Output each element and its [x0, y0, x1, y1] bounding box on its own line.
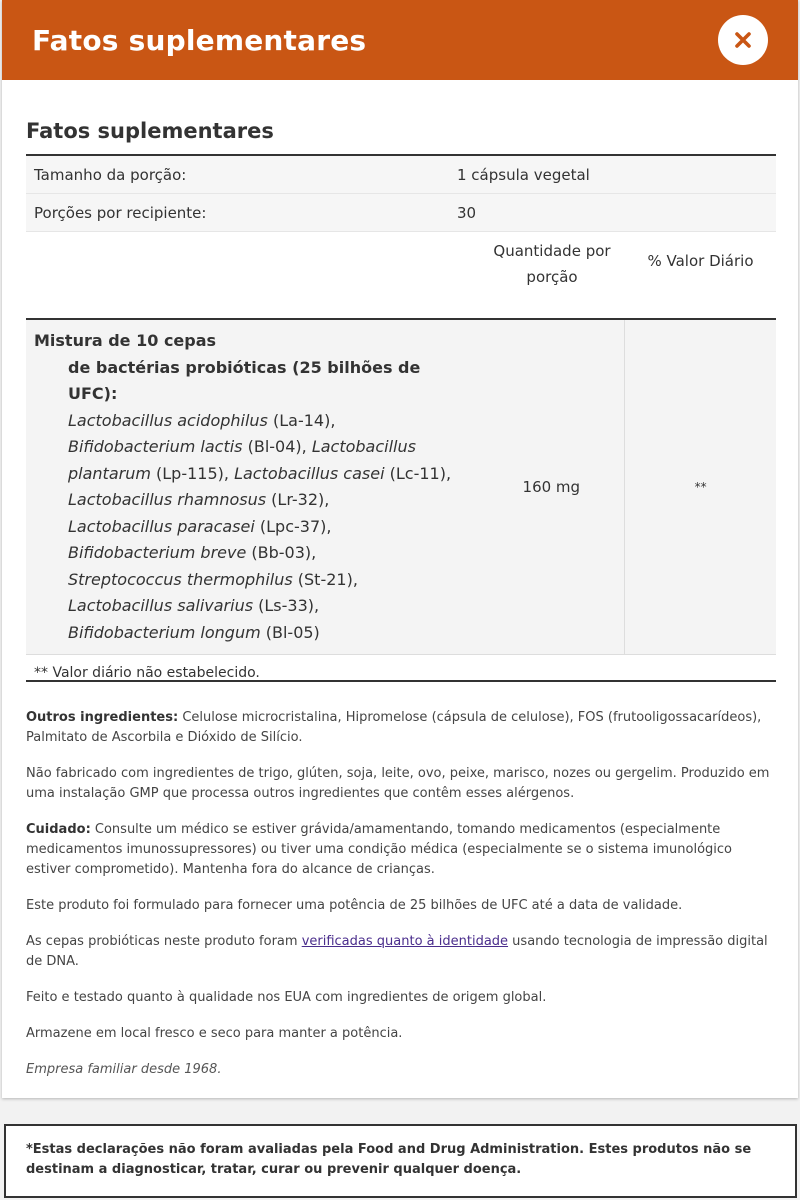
section-title: Fatos suplementares: [26, 119, 274, 143]
strain-name: Lactobacillus rhamnosus: [68, 490, 267, 509]
strain-name: Lactobacillus casei: [234, 463, 385, 483]
fda-disclaimer: *Estas declarações não foram avaliadas pela Food and Drug Administration. Estes produtos não se destinam a diagnosticar, tratar, curar ou prevenir qualquer doença.: [4, 1124, 797, 1198]
modal-title: Fatos suplementares: [32, 23, 367, 57]
servings-per-container-label: Porções por recipiente:: [34, 203, 207, 222]
strain-code: (St-21),: [292, 569, 358, 589]
strain-name: Bifidobacterium lactis: [68, 437, 243, 456]
strain-name: Lactobacillus acidophilus: [68, 410, 268, 430]
strain-entry: [68, 517, 331, 536]
strain-entry: [68, 490, 329, 509]
family-company-statement: Empresa familiar desde 1968.: [26, 1062, 222, 1077]
other-ingredients: Outros ingredientes: Celulose microcristalina, Hipromelose (cápsula de celulose), FOS (frutooligossacarídeos), Palmitato de Ascorbila e Dióxido de Silício.: [26, 710, 762, 745]
modal-content: [2, 118, 798, 1080]
made-in-statement: Feito e testado quanto à qualidade nos EUA com ingredientes de origem global.: [26, 990, 547, 1005]
strain-code: (Bb-03),: [246, 543, 317, 562]
verification-link[interactable]: verificadas quanto à identidade: [301, 934, 509, 949]
supplement-facts-modal: [2, 0, 798, 1098]
storage-statement: Armazene em local fresco e seco para manter a potência.: [26, 1026, 403, 1041]
strain-code: (Lpc-37),: [254, 516, 332, 536]
strain-code: (Lc-11),: [384, 463, 452, 483]
potency-statement: Este produto foi formulado para fornecer uma potência de 25 bilhões de UFC até a data de validade.: [26, 898, 683, 913]
servings-per-container-row: [26, 194, 776, 232]
allergen-statement: Não fabricado com ingredientes de trigo, glúten, soja, leite, ovo, peixe, marisco, nozes ou gergelim. Produzido em uma instalação GMP que processa outros ingredientes que contêm esses alérgenos.: [26, 766, 770, 801]
strain-entry: [68, 570, 358, 589]
modal-header: [2, 0, 798, 80]
product-notes: [26, 708, 776, 1080]
strain-code: (Lr-32),: [266, 490, 330, 509]
strain-code: (La-14),: [267, 410, 336, 430]
strain-entry: [68, 543, 316, 562]
strain-code: (Bl-05): [260, 622, 320, 642]
daily-value-header: % Valor Diário: [647, 252, 754, 270]
close-button[interactable]: [718, 15, 768, 65]
close-icon: [733, 30, 753, 50]
ingredient-name: Mistura de 10 cepas: [34, 331, 217, 350]
strain-name: Lactobacillus plantarum: [68, 437, 416, 483]
strain-verification: As cepas probióticas neste produto foram verificadas quanto à identidade usando tecnologia de impressão digital de DNA.: [26, 934, 768, 969]
strain-name: Bifidobacterium breve: [68, 543, 247, 562]
amount-per-serving-header: Quantidade por porção: [493, 242, 611, 286]
serving-size-label: Tamanho da porção:: [34, 165, 187, 184]
strain-entry: [234, 464, 451, 483]
strain-entry: [68, 623, 320, 642]
ingredient-row: [26, 320, 776, 655]
strain-name: Bifidobacterium longum: [68, 622, 261, 642]
strain-code: (Bl-04),: [242, 437, 312, 456]
table-header: [26, 232, 776, 320]
strain-code: (Lp-115),: [150, 463, 235, 483]
strain-name: Lactobacillus salivarius: [68, 596, 254, 615]
strain-list: [68, 408, 470, 647]
strain-entry: [68, 596, 319, 615]
servings-per-container-value: 30: [457, 203, 477, 222]
serving-size-value: 1 cápsula vegetal: [457, 165, 590, 184]
caution-statement: Cuidado: Consulte um médico se estiver grávida/amamentando, tomando medicamentos (especialmente medicamentos imunossupressores) ou tiver uma condição médica (especialmente se o sistema imunológico estiver comprometido). Mantenha fora do alcance de crianças.: [26, 822, 733, 877]
ingredient-description: Mistura de 10 cepas de bactérias probióticas (25 bilhões de UFC): Lactobacillus acidophilus (La-14), Bifidobacterium lactis (Bl-04), Lactobacillus plantarum (Lp-115), Lactobacillus casei (Lc-11), Lactobacillus rhamnosus (Lr-32), Lactobacillus paracasei (Lpc-37), Bifidobacterium breve (Bb-03), Streptococcus thermophilus (St-21), Lactobacillus salivarius (Ls-33), Bifidobacterium longum (Bl-05): [26, 320, 478, 654]
facts-table: [26, 154, 776, 682]
ingredient-daily-value: **: [694, 480, 707, 494]
strain-name: Streptococcus thermophilus: [68, 569, 293, 589]
strain-entry: [68, 411, 335, 430]
strain-code: (Ls-33),: [253, 596, 320, 615]
ingredient-amount: 160 mg: [478, 320, 625, 654]
strain-name: Lactobacillus paracasei: [68, 516, 255, 536]
daily-value-footnote: ** Valor diário não estabelecido.: [26, 655, 776, 682]
strain-entry: [68, 437, 312, 456]
serving-size-row: [26, 156, 776, 194]
